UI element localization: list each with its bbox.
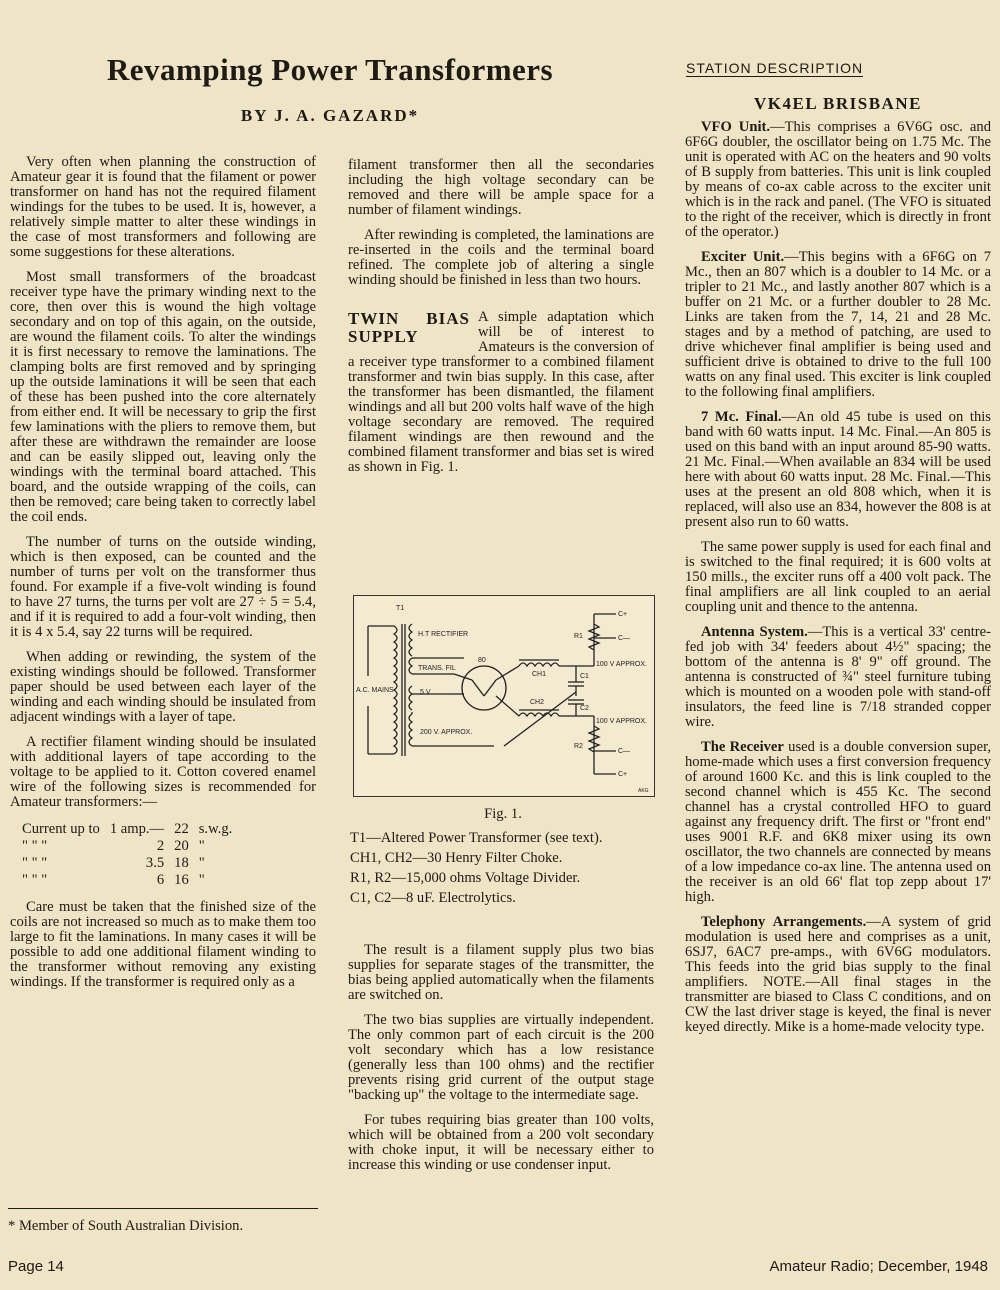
- fig-label-t1: T1: [396, 605, 405, 612]
- fig-label-ch2: CH2: [530, 699, 545, 706]
- fig-label-ht-rectifier: H.T RECTIFIER: [418, 631, 469, 638]
- column-2: [348, 158, 654, 485]
- run-in-head: The Receiver: [701, 739, 784, 755]
- wire-table-cell: ": [198, 855, 205, 871]
- paragraph: For tubes requiring bias greater than 100 volts, which will be obtained from a 200 volt secondary with choke input, it will be necessary either to increase this winding or use condenser input.: [348, 1112, 654, 1173]
- fig-label-c1: C1: [580, 673, 589, 680]
- paragraph: The number of turns on the outside winding, which is then exposed, can be counted and the number of turns per volt on the transformer thus found. For example if a five-volt winding is found to have 27 turns, the turns per volt are 27 ÷ 5 = 5.4, and if it is required to add a four-volt winding, then it is 4 x 5.4, say 22 turns will be required.: [10, 534, 316, 640]
- paragraph: A rectifier filament winding should be insulated with additional layers of tape according to the voltage to be applied to it. Cotton covered enamel wire of the following sizes is recommended for Amateur transformers:—: [10, 734, 316, 810]
- wire-table-row: [18, 856, 236, 871]
- fig-label-200v: 200 V. APPROX.: [420, 729, 473, 736]
- run-in-head: VFO Unit.: [701, 119, 771, 135]
- wire-table-cell: Current up to: [22, 821, 100, 837]
- station-text: The same power supply is used for each final and is switched to the final required; it is 600 volts at 150 mills., the exciter runs off a 400 volt pack. The final amplifiers are all link coupled to an aerial coupling unit and thence to the antenna.: [685, 539, 991, 615]
- fig-label-tube: 80: [478, 657, 486, 664]
- station-paragraph: [685, 625, 991, 730]
- footnote-rule: [8, 1208, 318, 1209]
- fig-label-c-plus-top: C+: [618, 611, 628, 618]
- article-byline: BY J. A. GAZARD*: [240, 106, 420, 125]
- circuit-diagram: [353, 595, 655, 797]
- wire-table-row: [18, 822, 236, 837]
- station-paragraph: [685, 120, 991, 240]
- station-paragraph: [685, 915, 991, 1035]
- column-1: [10, 155, 316, 1000]
- footnote: * Member of South Australian Division.: [8, 1218, 244, 1234]
- twin-bias-text: A simple adaptation which will be of interest to Amateurs is the conversion of a receiver type transformer to a combined filament transformer and twin bias supply. In this case, after the transformer has been dismantled, the filament windings and all but 200 volts half wave of the high voltage secondary are removed. The required filament windings are then rewound and the combined filament transformer and bias set is wired as shown in Fig. 1.: [348, 309, 654, 475]
- station-text: —This begins with a 6F6G on 7 Mc., then an 807 which is a doubler to 14 Mc. or a tripler to 21 Mc., and lastly another 807 which is a buffer on 21 Mc. or a further doubler to 28 Mc. Links are taken from the 7, 14, 21 and 28 Mc. stages and by a method of patching, are used to drive whichever final amplifier is being used and sufficient drive is obtained to drive to the full 100 watts on any final used. This exciter is link coupled to the following final amplifiers.: [685, 249, 991, 400]
- paragraph: After rewinding is completed, the laminations are re-inserted in the coils and the terminal board refined. The complete job of altering a single winding should be finished in less than two hours.: [348, 227, 654, 288]
- fig-label-100v-bot: 100 V APPROX.: [596, 718, 647, 725]
- station-callsign: VK4EL BRISBANE: [754, 94, 922, 113]
- station-paragraph: [685, 250, 991, 400]
- run-in-head: Exciter Unit.: [701, 249, 785, 265]
- run-in-head: Telephony Arrangements.: [701, 914, 867, 930]
- station-paragraph: [685, 740, 991, 905]
- fig-label-100v-top: 100 V APPROX.: [596, 661, 647, 668]
- circuit-svg: [354, 596, 654, 796]
- wire-table-cell: 6: [156, 872, 165, 888]
- figure-legend-item: CH1, CH2—30 Henry Filter Choke.: [350, 850, 563, 866]
- wire-table-cell: 20: [174, 838, 189, 854]
- twin-bias-section: [348, 310, 654, 475]
- paragraph: filament transformer then all the secondaries including the high voltage secondary can be removed and there will be ample space for a number of filament windings.: [348, 157, 654, 218]
- column-2-lower: [348, 943, 654, 1183]
- section-heading: STATION DESCRIPTION: [686, 60, 864, 76]
- page-number: Page 14: [8, 1258, 64, 1275]
- station-paragraph: [685, 410, 991, 530]
- wire-table-row: [18, 839, 236, 854]
- wire-table-cell: 18: [174, 855, 189, 871]
- fig-label-signature: AKG: [638, 788, 649, 794]
- station-text: —This is a vertical 33' centre-fed job with 34' feeders about 4½" spacing; the bottom of the antenna is 8' 9" off ground. The antenna is constructed of ¾" steel furniture tubing which is mounted on a wooden pole with stand-off insulators, the feed line is 7/18 stranded copper wire.: [685, 624, 991, 730]
- wire-table-cell: s.w.g.: [198, 821, 233, 837]
- wire-table-cell: 16: [174, 872, 189, 888]
- paragraph: The result is a filament supply plus two bias supplies for separate stages of the transmitter, the bias being applied automatically when the filaments are switched on.: [348, 942, 654, 1003]
- figure-caption: [350, 806, 656, 910]
- paragraph: The two bias supplies are virtually independent. The only common part of each circuit is the 200 volt secondary which has a low resistance (generally less than 100 ohms) and the rectifier prevents rising grid current of the output stage "backing up" the voltage to the intermediate sage.: [348, 1012, 654, 1103]
- run-in-head: 7 Mc. Final.: [701, 409, 782, 425]
- article-title: Revamping Power Transformers: [106, 52, 554, 87]
- figure-label: Fig. 1.: [484, 806, 522, 822]
- fig-label-ch1: CH1: [532, 671, 547, 678]
- wire-table-cell: " " ": [22, 872, 48, 888]
- station-text: —An old 45 tube is used on this band with 60 watts input. 14 Mc. Final.—An 805 is used on this band with an input around 85-90 watts. 21 Mc. Final.—When available an 834 will be used here with about 60 watts input. 28 Mc. Final.—This uses at the present an old 808 which, when it is replaced, will also use an 834, however the 808 is at present also run to 60 watts.: [685, 409, 991, 530]
- run-in-head: Antenna System.: [701, 624, 808, 640]
- publication-line: Amateur Radio; December, 1948: [769, 1258, 988, 1275]
- wire-table-cell: ": [198, 872, 205, 888]
- fig-label-5v: 5 V: [420, 689, 431, 696]
- station-text: used is a double conversion super, home-made which uses a first conversion frequency of around 1600 Kc. and this is link coupled to the second channel which is 455 Kc. The second channel has a crystal controlled HFO to guard against any frequency drift. The first or "front end" uses 9001 R.F. and 6K8 mixer using its own oscillator, the two channels are connected by means of a low impedance co-ax line. The antenna used on the receiver is an old 66' flat top zepp about 17' high.: [685, 739, 991, 905]
- wire-table-cell: " " ": [22, 855, 48, 871]
- fig-label-trans-fil: TRANS. FIL: [418, 665, 456, 672]
- station-text: —A system of grid modulation is used here and comprises as a unit, 6SJ7, 6AC7 pre-amps., with 6V6G modulators. This feeds into the grid bias supply to the final amplifiers. NOTE.—All final stages in the transmitter are biased to Class C conditions, and on CW the last driver stage is keyed, the final is never keyed directly. Mike is a home-made velocity type.: [685, 914, 991, 1035]
- paragraph: Care must be taken that the finished size of the coils are not increased so much as to make them too large to fit the laminations. In many cases it will be possible to add one additional filament winding to the transformer without removing any existing windings. If the transformer is required only as a: [10, 899, 316, 990]
- column-3: [685, 120, 991, 1045]
- wire-table-cell: " " ": [22, 838, 48, 854]
- fig-label-c2: C2: [580, 705, 589, 712]
- fig-label-r2: R2: [574, 743, 583, 750]
- paragraph: Most small transformers of the broadcast receiver type have the primary winding next to the core, then over this is wound the high voltage secondary and on top of this again, on the outside, are wound the filament coils. To alter the windings it is first necessary to remove the laminations. The clamping bolts are first removed and by springing up the outside laminations it will be seen that each of these has been pushed into the core alternately from either end. It will be necessary to grip the first few laminations with the pliers to remove them, but after these are withdrawn the remainder are loose and can be easily slipped out, leaving only the windings with the terminal board attached. This board, and the outside wrapping of the coils, can then be removed; care being taken to correctly label the coil ends.: [10, 269, 316, 525]
- station-paragraph: [685, 540, 991, 615]
- wire-table-cell: 22: [174, 821, 189, 837]
- wire-table-cell: 1 amp.—: [109, 821, 165, 837]
- figure-legend-item: T1—Altered Power Transformer (see text).: [350, 830, 603, 846]
- wire-size-table: [16, 820, 238, 890]
- wire-table-cell: 2: [156, 838, 165, 854]
- wire-table-row: [18, 873, 236, 888]
- fig-label-ac-mains: A.C. MAINS: [356, 687, 394, 694]
- station-text: —This comprises a 6V6G osc. and 6F6G doubler, the oscillator being on 1.75 Mc. The unit is operated with AC on the heaters and 90 volts of B supply from batteries. This unit is link coupled by means of co-ax cable across to the exciter unit which is in the rack and panel. (The VFO is situated to the right of the receiver, which is directly in front of the operator.): [685, 119, 991, 240]
- twin-bias-heading: TWIN BIAS SUPPLY: [348, 309, 470, 346]
- paragraph: Very often when planning the construction of Amateur gear it is found that the filament or power transformer on hand has not the required filament windings for the tubes to be used. It is, however, a relatively simple matter to alter these windings in the case of most transformers and following are some suggestions for these alterations.: [10, 154, 316, 260]
- wire-table-cell: 3.5: [145, 855, 165, 871]
- fig-label-r1: R1: [574, 633, 583, 640]
- paragraph: When adding or rewinding, the system of the existing windings should be followed. Transformer paper should be used between each layer of the winding and each winding should be insulated from adjacent windings with a layer of tape.: [10, 649, 316, 725]
- fig-label-c-plus-bot: C+: [618, 771, 628, 778]
- wire-table-cell: ": [198, 838, 205, 854]
- fig-label-c-minus-bot: C—: [618, 748, 631, 755]
- figure-legend-item: R1, R2—15,000 ohms Voltage Divider.: [350, 870, 581, 886]
- figure-legend-item: C1, C2—8 uF. Electrolytics.: [350, 890, 516, 906]
- fig-label-c-minus-top: C—: [618, 635, 631, 642]
